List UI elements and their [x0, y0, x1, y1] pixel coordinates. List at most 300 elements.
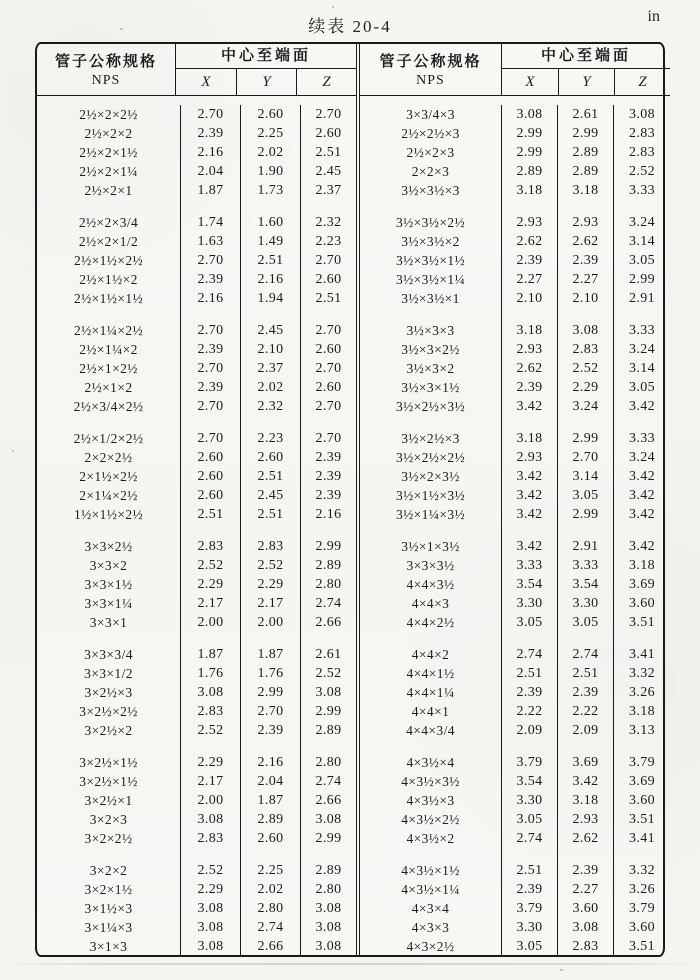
y-value: 2.60	[240, 448, 300, 467]
nps-cell: 3×3×3½	[406, 557, 455, 573]
table-row	[360, 162, 670, 181]
nps-cell: 2½×2×3/4	[78, 214, 139, 230]
table-row	[360, 105, 670, 124]
scan-speck	[332, 6, 334, 8]
x-value: 2.62	[501, 232, 557, 251]
col-header-y: Y	[558, 69, 614, 95]
y-value: 2.99	[557, 429, 613, 448]
x-value: 2.09	[501, 721, 557, 740]
x-value: 2.89	[501, 162, 557, 181]
y-value: 3.14	[557, 467, 613, 486]
table-row	[37, 702, 356, 721]
z-value: 2.52	[300, 664, 356, 683]
table-row	[37, 556, 356, 575]
table-row	[37, 143, 356, 162]
table-row	[360, 467, 670, 486]
col-header-x: X	[525, 73, 535, 90]
z-value: 2.45	[300, 162, 356, 181]
table-row	[360, 251, 670, 270]
x-value: 2.39	[501, 378, 557, 397]
z-value: 3.60	[613, 918, 670, 937]
y-value: 2.32	[240, 397, 300, 416]
x-value: 2.70	[180, 359, 240, 378]
y-value: 2.10	[240, 340, 300, 359]
z-value: 3.41	[613, 829, 670, 848]
z-value: 3.05	[613, 251, 670, 270]
z-value: 2.70	[300, 321, 356, 340]
table-row	[360, 918, 670, 937]
group-spacer-row	[37, 200, 356, 213]
nps-cell: 3½×3½×1¼	[395, 271, 466, 287]
x-value: 2.04	[180, 162, 240, 181]
col-header-y: Y	[236, 69, 296, 95]
x-value: 3.79	[501, 753, 557, 772]
z-value: 3.08	[613, 105, 670, 124]
table-row	[37, 467, 356, 486]
y-value: 2.60	[240, 829, 300, 848]
z-value: 3.08	[300, 937, 356, 956]
nps-cell: 4×4×1½	[406, 665, 455, 681]
table-row	[360, 505, 670, 524]
table-row	[37, 899, 356, 918]
x-value: 2.93	[501, 448, 557, 467]
table-row	[360, 340, 670, 359]
z-value: 3.24	[613, 340, 670, 359]
z-value: 3.14	[613, 232, 670, 251]
y-value: 3.33	[557, 556, 613, 575]
x-value: 2.93	[501, 213, 557, 232]
table-row	[360, 270, 670, 289]
nps-cell: 4×4×2	[411, 646, 450, 662]
z-value: 3.32	[613, 664, 670, 683]
x-value: 2.60	[180, 486, 240, 505]
table-row	[360, 537, 670, 556]
x-value: 3.42	[501, 397, 557, 416]
table-row	[37, 181, 356, 200]
table-row	[37, 448, 356, 467]
y-value: 2.99	[557, 505, 613, 524]
table-row	[360, 556, 670, 575]
y-value: 2.83	[557, 340, 613, 359]
table-row	[37, 861, 356, 880]
y-value: 2.39	[557, 861, 613, 880]
x-value: 2.16	[180, 143, 240, 162]
x-value: 2.10	[501, 289, 557, 308]
z-value: 2.51	[300, 143, 356, 162]
x-value: 3.33	[501, 556, 557, 575]
table-row	[360, 702, 670, 721]
group-spacer-row	[37, 308, 356, 321]
col-header-z: Z	[614, 69, 670, 95]
y-value: 2.00	[240, 613, 300, 632]
z-value: 2.66	[300, 613, 356, 632]
x-value: 2.60	[180, 448, 240, 467]
z-value: 3.24	[613, 213, 670, 232]
z-value: 2.83	[613, 124, 670, 143]
table-row	[360, 143, 670, 162]
nps-cell: 2½×2×1½	[79, 144, 138, 160]
y-value: 2.39	[557, 251, 613, 270]
table-row	[37, 937, 356, 956]
table-row	[37, 359, 356, 378]
nps-code-label: NPS	[416, 73, 445, 88]
table-row	[360, 575, 670, 594]
y-value: 1.49	[240, 232, 300, 251]
table-row	[37, 880, 356, 899]
table-row	[37, 340, 356, 359]
z-value: 2.80	[300, 880, 356, 899]
nps-cell: 3½×3½×1	[401, 290, 460, 306]
x-value: 3.05	[501, 810, 557, 829]
z-value: 2.66	[300, 791, 356, 810]
x-value: 3.42	[501, 486, 557, 505]
x-value: 1.87	[180, 645, 240, 664]
z-value: 3.26	[613, 683, 670, 702]
center-to-end-label: 中心至端面	[176, 44, 356, 69]
y-value: 2.25	[240, 124, 300, 143]
x-value: 1.63	[180, 232, 240, 251]
y-value: 2.80	[240, 899, 300, 918]
dimension-table	[35, 42, 665, 957]
nps-cell: 3×3×2½	[84, 538, 133, 554]
y-value: 2.45	[240, 486, 300, 505]
left-table-body	[37, 96, 356, 956]
table-row	[37, 321, 356, 340]
nps-cell: 4×3½×1½	[401, 862, 460, 878]
table-row	[37, 575, 356, 594]
x-value: 3.05	[501, 937, 557, 956]
y-value: 3.30	[557, 594, 613, 613]
z-value: 2.52	[613, 162, 670, 181]
z-value: 3.24	[613, 448, 670, 467]
z-value: 3.60	[613, 594, 670, 613]
y-value: 3.18	[557, 181, 613, 200]
z-value: 2.99	[300, 829, 356, 848]
z-value: 3.13	[613, 721, 670, 740]
x-value: 3.54	[501, 772, 557, 791]
z-value: 3.08	[300, 899, 356, 918]
nps-cell: 2×2×2½	[84, 449, 133, 465]
table-row	[37, 505, 356, 524]
y-value: 2.39	[240, 721, 300, 740]
nps-cell: 3×2×2	[89, 862, 128, 878]
z-value: 2.23	[300, 232, 356, 251]
group-spacer-row	[360, 740, 670, 753]
z-value: 3.26	[613, 880, 670, 899]
nps-cell: 4×3×2½	[406, 938, 455, 954]
x-value: 2.93	[501, 340, 557, 359]
z-value: 3.69	[613, 772, 670, 791]
nps-cell: 3×1×3	[89, 938, 128, 954]
nps-cell: 3×2½×1½	[79, 754, 138, 770]
nps-cell: 2½×2×1/2	[78, 233, 139, 249]
x-value: 3.18	[501, 321, 557, 340]
left-table-header	[37, 44, 356, 96]
table-row	[360, 861, 670, 880]
y-value: 2.16	[240, 753, 300, 772]
x-value: 2.74	[501, 829, 557, 848]
x-value: 3.42	[501, 505, 557, 524]
z-value: 2.80	[300, 753, 356, 772]
z-value: 3.51	[613, 613, 670, 632]
z-value: 3.18	[613, 556, 670, 575]
left-table	[37, 44, 357, 955]
table-row	[37, 270, 356, 289]
x-value: 2.39	[501, 683, 557, 702]
col-header-x: X	[201, 73, 211, 90]
y-value: 2.39	[557, 683, 613, 702]
nps-cell: 2×2×3	[411, 163, 450, 179]
y-value: 3.24	[557, 397, 613, 416]
table-row	[37, 721, 356, 740]
nps-cell: 4×3½×2½	[401, 811, 460, 827]
y-value: 1.76	[240, 664, 300, 683]
y-value: 2.29	[557, 378, 613, 397]
nps-cell: 3×2×3	[89, 811, 128, 827]
nps-cell: 2½×1¼×2	[79, 341, 138, 357]
x-value: 3.30	[501, 791, 557, 810]
nps-cell: 3×2½×2	[84, 722, 133, 738]
nps-cell: 3½×3×1½	[401, 379, 460, 395]
nps-cell: 3×2½×1½	[79, 773, 138, 789]
table-row	[37, 810, 356, 829]
z-value: 2.16	[300, 505, 356, 524]
z-value: 2.60	[300, 340, 356, 359]
scan-speck	[120, 28, 123, 30]
table-row	[360, 829, 670, 848]
x-value: 3.30	[501, 918, 557, 937]
y-value: 2.09	[557, 721, 613, 740]
x-value: 3.18	[501, 429, 557, 448]
z-value: 3.79	[613, 899, 670, 918]
nps-cell: 2½×1×2½	[79, 360, 138, 376]
nps-cell: 3×3×1/2	[84, 665, 133, 681]
z-value: 3.79	[613, 753, 670, 772]
nps-cell: 3½×3×2½	[401, 341, 460, 357]
nps-cell: 3×2×2½	[84, 830, 133, 846]
z-value: 3.42	[613, 397, 670, 416]
nps-cell: 4×4×3½	[406, 576, 455, 592]
nps-cell: 4×3½×1¼	[401, 881, 460, 897]
y-value: 2.74	[240, 918, 300, 937]
nps-cell: 2×1½×2½	[79, 468, 138, 484]
z-value: 2.70	[300, 397, 356, 416]
z-value: 3.42	[613, 486, 670, 505]
z-value: 3.51	[613, 937, 670, 956]
group-spacer-row	[360, 416, 670, 429]
x-value: 2.83	[180, 702, 240, 721]
nps-cell: 4×3×4	[411, 900, 450, 916]
nps-cell: 2½×1¼×2½	[73, 322, 144, 338]
nps-header-cell	[37, 44, 175, 95]
y-value: 2.61	[557, 105, 613, 124]
x-value: 3.54	[501, 575, 557, 594]
group-spacer-row	[37, 524, 356, 537]
y-value: 2.89	[557, 162, 613, 181]
x-value: 3.08	[180, 810, 240, 829]
x-value: 3.30	[501, 594, 557, 613]
x-value: 2.17	[180, 772, 240, 791]
nps-cell: 2½×1½×2	[79, 271, 138, 287]
z-value: 3.33	[613, 321, 670, 340]
z-value: 2.32	[300, 213, 356, 232]
y-value: 2.70	[557, 448, 613, 467]
y-value: 2.99	[240, 683, 300, 702]
z-value: 3.60	[613, 791, 670, 810]
nps-cell: 2½×2×1	[84, 182, 133, 198]
table-row	[360, 594, 670, 613]
z-value: 2.61	[300, 645, 356, 664]
z-value: 3.05	[613, 378, 670, 397]
x-value: 2.62	[501, 359, 557, 378]
x-value: 3.79	[501, 899, 557, 918]
z-value: 2.89	[300, 556, 356, 575]
x-value: 2.29	[180, 575, 240, 594]
table-row	[360, 899, 670, 918]
right-table-body	[360, 96, 670, 956]
x-value: 2.70	[180, 251, 240, 270]
z-value: 2.89	[300, 721, 356, 740]
nps-cell: 3½×1½×3½	[395, 487, 466, 503]
nps-cell: 3×3×1¼	[84, 595, 133, 611]
x-value: 1.87	[180, 181, 240, 200]
z-value: 2.74	[300, 594, 356, 613]
table-row	[37, 918, 356, 937]
page-title: 续表 20-4	[308, 17, 392, 36]
table-row	[37, 105, 356, 124]
nps-cell: 2½×2½×3	[401, 125, 460, 141]
z-value: 3.42	[613, 537, 670, 556]
table-row	[37, 613, 356, 632]
table-row	[37, 162, 356, 181]
z-value: 2.89	[300, 861, 356, 880]
z-value: 2.60	[300, 124, 356, 143]
x-value: 3.08	[180, 918, 240, 937]
x-value: 2.39	[501, 880, 557, 899]
z-value: 2.74	[300, 772, 356, 791]
x-value: 2.52	[180, 861, 240, 880]
y-value: 3.18	[557, 791, 613, 810]
nps-cell: 3½×2½×3½	[395, 398, 466, 414]
nps-cell: 3×2½×3	[84, 684, 133, 700]
nps-cell: 3×3×1½	[84, 576, 133, 592]
z-value: 2.70	[300, 359, 356, 378]
x-value: 3.18	[501, 181, 557, 200]
nps-cell: 3×3×2	[89, 557, 128, 573]
x-value: 3.08	[180, 683, 240, 702]
nps-cell: 4×3×3	[411, 919, 450, 935]
table-row	[37, 829, 356, 848]
table-row	[37, 232, 356, 251]
group-spacer-row	[360, 848, 670, 861]
nps-cell: 2½×1½×2½	[73, 252, 144, 268]
z-value: 2.51	[300, 289, 356, 308]
y-value: 2.62	[557, 232, 613, 251]
nps-cell: 3½×1×3½	[401, 538, 460, 554]
table-row	[360, 429, 670, 448]
scan-speck	[12, 450, 14, 452]
nps-cell: 3×2×1½	[84, 881, 133, 897]
x-value: 2.99	[501, 143, 557, 162]
z-value: 2.39	[300, 448, 356, 467]
group-spacer-row	[37, 632, 356, 645]
nps-cell: 3½×3½×3	[401, 182, 460, 198]
y-value: 3.08	[557, 918, 613, 937]
y-value: 3.08	[557, 321, 613, 340]
table-row	[37, 251, 356, 270]
nps-cell: 2½×2×2½	[79, 106, 138, 122]
y-value: 2.93	[557, 810, 613, 829]
z-value: 3.14	[613, 359, 670, 378]
table-row	[37, 378, 356, 397]
y-value: 2.60	[240, 105, 300, 124]
z-value: 2.83	[613, 143, 670, 162]
group-spacer-row	[37, 740, 356, 753]
x-value: 3.08	[501, 105, 557, 124]
y-value: 2.23	[240, 429, 300, 448]
y-value: 1.90	[240, 162, 300, 181]
x-value: 2.70	[180, 397, 240, 416]
group-spacer-row	[360, 200, 670, 213]
table-row	[37, 397, 356, 416]
nps-header-cell	[360, 44, 501, 95]
table-row	[37, 213, 356, 232]
x-value: 2.39	[180, 270, 240, 289]
nps-cell: 3×3×3/4	[84, 646, 133, 662]
y-value: 3.05	[557, 613, 613, 632]
y-value: 3.54	[557, 575, 613, 594]
table-row	[360, 880, 670, 899]
nps-cell: 2½×3/4×2½	[73, 398, 144, 414]
x-value: 2.51	[180, 505, 240, 524]
z-value: 3.33	[613, 181, 670, 200]
y-value: 3.69	[557, 753, 613, 772]
y-value: 2.66	[240, 937, 300, 956]
nps-cell: 4×3½×3	[406, 792, 455, 808]
z-value: 2.37	[300, 181, 356, 200]
table-row	[360, 772, 670, 791]
y-value: 2.93	[557, 213, 613, 232]
xyz-header-row	[176, 69, 356, 95]
table-row	[360, 359, 670, 378]
table-row	[360, 664, 670, 683]
nps-cell: 3½×1¼×3½	[395, 506, 466, 522]
z-value: 2.80	[300, 575, 356, 594]
y-value: 2.45	[240, 321, 300, 340]
xyz-header-row	[502, 69, 670, 95]
nps-cell: 3½×2½×3	[401, 430, 460, 446]
y-value: 2.04	[240, 772, 300, 791]
x-value: 3.42	[501, 537, 557, 556]
table-row	[360, 213, 670, 232]
y-value: 3.42	[557, 772, 613, 791]
x-value: 2.27	[501, 270, 557, 289]
table-row	[360, 645, 670, 664]
x-value: 3.08	[180, 899, 240, 918]
table-row	[360, 448, 670, 467]
x-value: 2.22	[501, 702, 557, 721]
z-value: 2.99	[300, 702, 356, 721]
x-value: 2.52	[180, 556, 240, 575]
z-value: 3.33	[613, 429, 670, 448]
nps-cell: 4×4×3/4	[406, 722, 455, 738]
x-value: 2.17	[180, 594, 240, 613]
x-value: 2.83	[180, 537, 240, 556]
center-to-end-label: 中心至端面	[502, 44, 670, 69]
x-value: 2.83	[180, 829, 240, 848]
nps-code-label: NPS	[91, 73, 121, 88]
x-value: 2.39	[501, 251, 557, 270]
